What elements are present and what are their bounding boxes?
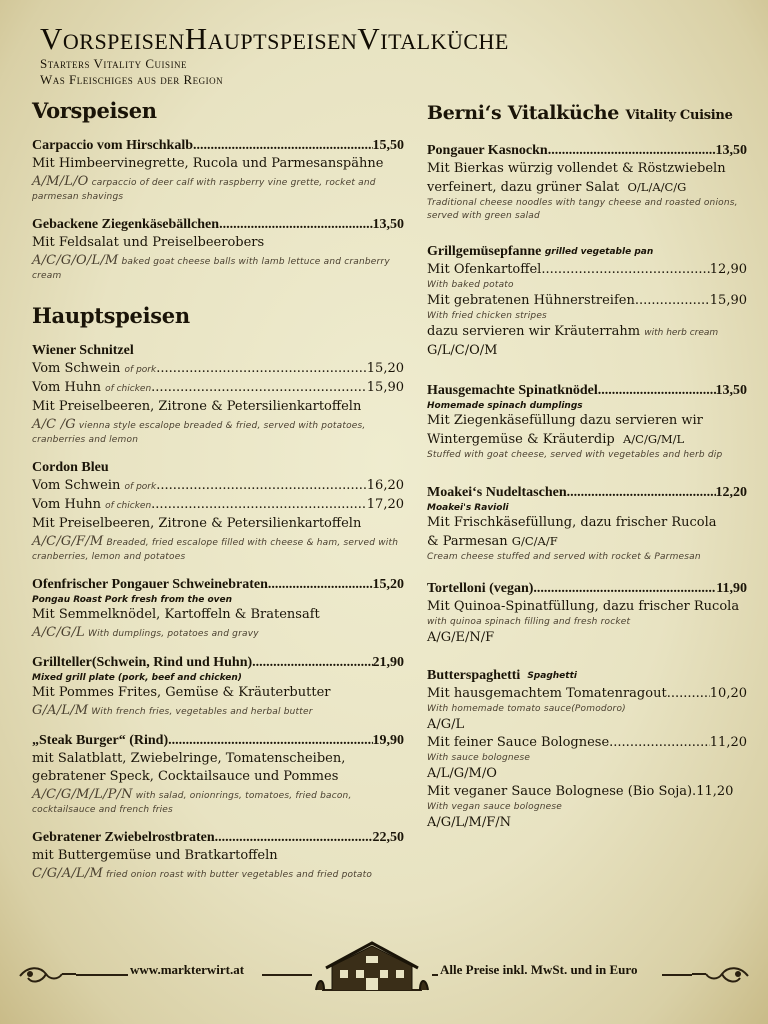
- item-subtitle: Homemade spinach dumplings: [427, 401, 583, 411]
- item-name: „Steak Burger“ (Rind): [32, 733, 169, 748]
- item-price: 19,90: [372, 733, 404, 748]
- item-name: Grillteller(Schwein, Rind und Huhn): [32, 655, 253, 670]
- page-title: VorspeisenHauptspeisenVitalküche: [40, 21, 509, 56]
- item-desc: Mit Frischkäsefüllung, dazu frischer Rucola: [427, 515, 717, 530]
- menu-item: [427, 243, 747, 360]
- item-price: 11,20: [696, 784, 734, 799]
- item-price: 22,50: [372, 830, 404, 845]
- item-price: 13,50: [715, 383, 747, 398]
- item-allergens: A/C /G: [32, 417, 76, 432]
- item-en: baked goat cheese balls with lamb lettuce and cranberry cream: [32, 257, 390, 281]
- item-variant-en: With homemade tomato sauce(Pomodoro): [427, 704, 626, 714]
- item-name: Gebratener Zwiebelrostbraten: [32, 830, 215, 845]
- item-allergens: A/M/L/O: [32, 174, 89, 189]
- item-desc: Wintergemüse & Kräuterdip: [427, 432, 615, 447]
- item-name: Tortelloni (vegan): [427, 581, 534, 596]
- item-variant: Mit Ofenkartoffel: [427, 262, 542, 277]
- item-variant-en: of chicken: [105, 501, 152, 511]
- header-subtitle: Starters Vitality Cuisine: [40, 56, 188, 71]
- item-name: Hausgemachte Spinatknödel: [427, 383, 598, 398]
- inn-house-icon: [312, 938, 432, 996]
- menu-item: [32, 342, 404, 447]
- menu-item: [427, 580, 747, 647]
- item-desc-en: with herb cream: [644, 328, 719, 338]
- item-allergens: O/L/A/C/G: [627, 180, 687, 194]
- item-en: fried onion roast with butter vegetables and fried potato: [106, 870, 373, 880]
- section-subtitle: Vitality Cuisine: [625, 108, 733, 123]
- item-allergens: A/G/L: [427, 717, 465, 732]
- menu-item: [427, 484, 747, 564]
- item-variant: Vom Huhn: [32, 497, 101, 512]
- footer-rule: [76, 974, 128, 976]
- item-variant: Vom Huhn: [32, 380, 101, 395]
- item-desc: Mit Preiselbeeren, Zitrone & Petersilienkartoffeln: [32, 516, 362, 531]
- item-desc: Mit Pommes Frites, Gemüse & Kräuterbutter: [32, 685, 331, 700]
- item-allergens: A/C/G/L: [32, 625, 85, 640]
- item-price: 12,90: [709, 262, 747, 277]
- footer: [0, 958, 768, 1008]
- item-variant-en: of pork: [124, 482, 157, 492]
- footer-rule: [432, 974, 438, 976]
- item-variant: Mit feiner Sauce Bolognese: [427, 735, 610, 750]
- header: [40, 22, 509, 88]
- item-desc: dazu servieren wir Kräuterrahm: [427, 324, 641, 339]
- item-variant: Mit hausgemachtem Tomatenragout: [427, 686, 667, 701]
- item-name-en: grilled vegetable pan: [544, 247, 654, 257]
- footer-rule: [662, 974, 692, 976]
- item-price: 15,20: [372, 577, 404, 592]
- item-variant: Mit gebratenen Hühnerstreifen: [427, 293, 635, 308]
- item-desc: Mit Quinoa-Spinatfüllung, dazu frischer Rucola: [427, 599, 740, 614]
- item-price: 12,20: [715, 485, 747, 500]
- item-price: 15,20: [366, 361, 404, 376]
- item-name: Carpaccio vom Hirschkalb: [32, 138, 193, 153]
- section-title-hauptspeisen: Hauptspeisen: [32, 303, 190, 328]
- item-variant: Vom Schwein: [32, 478, 121, 493]
- menu-item: [32, 459, 404, 564]
- menu-item: [427, 382, 747, 462]
- item-subtitle: Pongau Roast Pork fresh from the oven: [32, 595, 233, 605]
- item-price: 17,20: [366, 497, 404, 512]
- item-en: Traditional cheese noodles with tangy cheese and roasted onions, served with green salad: [427, 198, 738, 221]
- section-title-vorspeisen: Vorspeisen: [32, 98, 157, 123]
- item-en: With french fries, vegetables and herbal butter: [91, 707, 313, 717]
- item-allergens: A/C/G/O/L/M: [32, 253, 119, 268]
- right-column: [427, 102, 747, 844]
- item-desc: Mit Ziegenkäsefüllung dazu servieren wir: [427, 413, 703, 428]
- item-price: 13,50: [372, 217, 404, 232]
- item-desc: gebratener Speck, Cocktailsauce und Pommes: [32, 769, 339, 784]
- item-price: 11,20: [709, 735, 747, 750]
- item-en: Stuffed with goat cheese, served with vegetables and herb dip: [427, 450, 723, 460]
- item-desc: & Parmesan: [427, 534, 508, 549]
- item-desc: verfeinert, dazu grüner Salat: [427, 180, 620, 195]
- item-name-en: Spaghetti: [527, 671, 577, 681]
- item-variant-en: With baked potato: [427, 280, 514, 290]
- item-variant-en: of chicken: [105, 384, 152, 394]
- item-desc: Mit Bierkas würzig vollendet & Röstzwiebeln: [427, 161, 726, 176]
- menu-item: [427, 667, 747, 832]
- footer-rule: [262, 974, 312, 976]
- item-price: 13,50: [715, 143, 747, 158]
- menu-item: [32, 829, 404, 883]
- item-desc: mit Buttergemüse und Bratkartoffeln: [32, 848, 278, 863]
- item-price: 21,90: [372, 655, 404, 670]
- item-variant: Mit veganer Sauce Bolognese (Bio Soja).: [427, 784, 697, 799]
- item-price: 15,90: [366, 380, 404, 395]
- item-allergens: G/A/L/M: [32, 703, 89, 718]
- menu-item: [32, 732, 404, 817]
- item-variant-en: With fried chicken stripes: [427, 311, 547, 321]
- item-variant-en: With sauce bolognese: [427, 753, 531, 763]
- left-column: [32, 98, 404, 895]
- item-variant-en: of pork: [124, 365, 157, 375]
- menu-item: [32, 576, 404, 642]
- item-en: with quinoa spinach filling and fresh rocket: [427, 617, 631, 627]
- item-allergens: A/C/G/F/M: [32, 534, 104, 549]
- item-allergens: A/C/G/M/L: [622, 432, 685, 446]
- item-en: Breaded, fried escalope filled with cheese & ham, served with cranberries, lemon and potatoes: [32, 538, 399, 562]
- item-allergens: G/L/C/O/M: [427, 343, 498, 358]
- item-desc: Mit Preiselbeeren, Zitrone & Petersilienkartoffeln: [32, 399, 362, 414]
- item-allergens: A/G/E/N/F: [427, 630, 495, 645]
- item-variant-en: With vegan sauce bolognese: [427, 802, 563, 812]
- item-price: 15,90: [709, 293, 747, 308]
- item-allergens: A/G/L/M/F/N: [427, 815, 512, 830]
- item-en: With dumplings, potatoes and gravy: [87, 629, 259, 639]
- item-name: Wiener Schnitzel: [32, 343, 134, 358]
- item-name: Pongauer Kasnockn: [427, 143, 548, 158]
- item-en: with salad, onionrings, tomatoes, fried bacon, cocktailsauce and french fries: [32, 791, 352, 815]
- item-price: 10,20: [709, 686, 747, 701]
- flourish-right-icon: [690, 964, 750, 986]
- menu-item: [32, 216, 404, 283]
- item-allergens: A/L/G/M/O: [427, 766, 497, 781]
- item-name: Ofenfrischer Pongauer Schweinebraten: [32, 577, 268, 592]
- item-desc: Mit Feldsalat und Preiselbeerobers: [32, 235, 265, 250]
- item-allergens: C/G/A/L/M: [32, 866, 103, 881]
- item-desc: mit Salatblatt, Zwiebelringe, Tomatenscheiben,: [32, 751, 346, 766]
- item-name: Cordon Bleu: [32, 460, 109, 475]
- item-name: Gebackene Ziegenkäsebällchen: [32, 217, 220, 232]
- item-subtitle: Mixed grill plate (pork, beef and chicken): [32, 673, 242, 683]
- item-name: Moakei‘s Nudeltaschen: [427, 485, 567, 500]
- menu-item: [32, 137, 404, 204]
- flourish-left-icon: [18, 964, 78, 986]
- section-title-vitalkueche: [427, 102, 747, 124]
- item-en: vienna style escalope breaded & fried, served with potatoes, cranberries and lemon: [32, 421, 366, 445]
- item-price: 16,20: [366, 478, 404, 493]
- price-note: Alle Preise inkl. MwSt. und in Euro: [440, 962, 638, 977]
- item-price: 11,90: [716, 581, 747, 596]
- menu-item: [427, 142, 747, 223]
- item-variant: Vom Schwein: [32, 361, 121, 376]
- section-title: Berni‘s Vitalküche: [427, 102, 620, 124]
- header-subtitle-2: Was Fleischiges aus der Region: [40, 72, 224, 87]
- item-price: 15,50: [372, 138, 404, 153]
- item-allergens: A/C/G/M/L/P/N: [32, 787, 133, 802]
- item-desc: Mit Himbeervinegrette, Rucola und Parmesanspähne: [32, 156, 384, 171]
- item-subtitle: Moakei's Ravioli: [427, 503, 509, 513]
- menu-item: [32, 654, 404, 720]
- item-en: carpaccio of deer calf with raspberry vine grette, rocket and parmesan shavings: [32, 178, 376, 202]
- item-allergens: G/C/A/F: [511, 534, 558, 548]
- item-name: Butterspaghetti: [427, 668, 521, 683]
- item-name: Grillgemüsepfanne: [427, 244, 542, 259]
- item-en: Cream cheese stuffed and served with rocket & Parmesan: [427, 552, 701, 562]
- website-link[interactable]: www.markterwirt.at: [130, 962, 245, 977]
- item-desc: Mit Semmelknödel, Kartoffeln & Bratensaft: [32, 607, 320, 622]
